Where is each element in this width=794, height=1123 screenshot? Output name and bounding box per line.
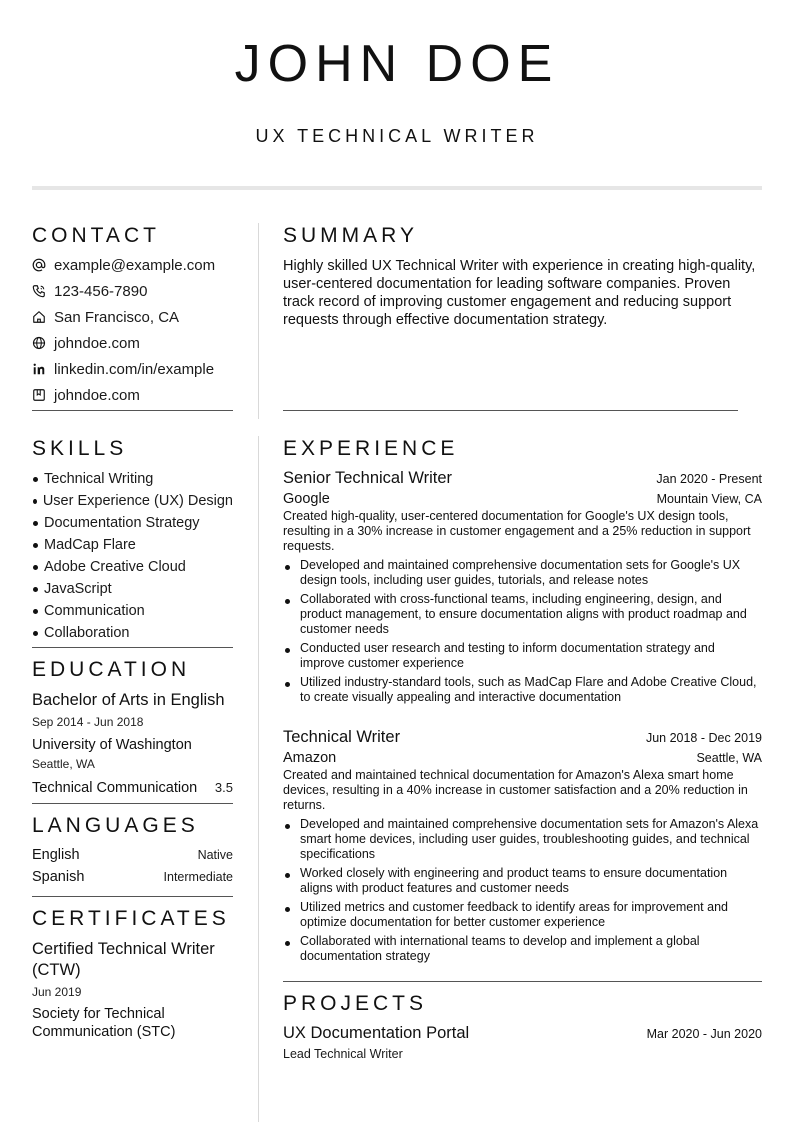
contact-linkedin-text: linkedin.com/in/example bbox=[54, 360, 215, 378]
phone-icon bbox=[32, 284, 46, 298]
linkedin-icon bbox=[32, 362, 46, 376]
language-level: Intermediate bbox=[163, 870, 233, 884]
list-item bbox=[32, 468, 233, 490]
header-divider bbox=[32, 186, 762, 190]
certificate-entry bbox=[32, 939, 233, 1041]
education-gpa: 3.5 bbox=[214, 780, 233, 795]
project-role: Lead Technical Writer bbox=[283, 1047, 403, 1061]
at-icon bbox=[32, 258, 46, 272]
column-divider-top bbox=[258, 223, 259, 419]
project-entry bbox=[283, 1024, 762, 1061]
languages-divider bbox=[32, 896, 233, 897]
skill-text: User Experience (UX) Design bbox=[42, 493, 233, 509]
contact-list bbox=[32, 252, 233, 408]
candidate-name: JOHN DOE bbox=[234, 35, 560, 93]
language-name: Spanish bbox=[32, 869, 85, 885]
list-item bbox=[32, 622, 233, 644]
job-entry-1 bbox=[283, 469, 762, 705]
job-dates: Jan 2020 - Present bbox=[656, 472, 762, 486]
bullet-icon bbox=[33, 499, 37, 504]
list-item bbox=[32, 556, 233, 578]
bullet-icon bbox=[33, 477, 38, 482]
column-divider-bottom bbox=[258, 436, 259, 1122]
summary-text: Highly skilled UX Technical Writer with experience in creating high-quality, user-centered documentation for leading software companies. Proven track record of improving customer engagement and reducing support requests through effective documentation strategy. bbox=[283, 258, 756, 328]
list-item bbox=[32, 845, 233, 867]
skill-text: Collaboration bbox=[44, 625, 130, 641]
certificate-issuer: Society for Technical Communication (STC) bbox=[32, 1006, 176, 1040]
job-company: Amazon bbox=[283, 750, 337, 766]
list-item bbox=[32, 867, 233, 889]
job-dates: Jun 2018 - Dec 2019 bbox=[645, 731, 762, 745]
contact-website[interactable] bbox=[32, 330, 233, 356]
globe-icon bbox=[32, 336, 46, 350]
list-item bbox=[32, 490, 233, 512]
job-title-text: Senior Technical Writer bbox=[283, 469, 453, 487]
contact-phone[interactable] bbox=[32, 278, 233, 304]
contact-email-text: example@example.com bbox=[54, 256, 216, 274]
list-item bbox=[32, 534, 233, 556]
list-item bbox=[32, 578, 233, 600]
skills-list bbox=[32, 468, 233, 644]
contact-portfolio[interactable] bbox=[32, 382, 233, 408]
summary-divider bbox=[283, 410, 738, 411]
skill-text: Documentation Strategy bbox=[44, 515, 200, 531]
job-location: Mountain View, CA bbox=[656, 492, 762, 506]
contact-location-text: San Francisco, CA bbox=[54, 308, 180, 326]
bullet-icon bbox=[33, 521, 38, 526]
list-item: Developed and maintained comprehensive documentation sets for Google's UX design tools, including user guides, tutorials, and release notes bbox=[283, 558, 762, 588]
education-location: Seattle, WA bbox=[32, 757, 95, 771]
list-item: Developed and maintained comprehensive documentation sets for Amazon's Alexa smart home devices, including user guides, troubleshooting guides, and technical specifications bbox=[283, 817, 762, 862]
contact-divider bbox=[32, 410, 233, 411]
education-divider bbox=[32, 803, 233, 804]
list-item: Collaborated with international teams to develop and implement a global documentation strategy bbox=[283, 934, 762, 964]
list-item: Utilized industry-standard tools, such as MadCap Flare and Adobe Creative Cloud, to create visually appealing and interactive documentation bbox=[283, 675, 762, 705]
education-heading: EDUCATION bbox=[32, 658, 191, 681]
skills-divider bbox=[32, 647, 233, 648]
bullet-icon bbox=[33, 565, 38, 570]
education-entry bbox=[32, 690, 233, 798]
certificate-name: Certified Technical Writer (CTW) bbox=[32, 940, 215, 979]
list-item: Worked closely with engineering and product teams to ensure documentation aligns with product features and customer needs bbox=[283, 866, 762, 896]
list-item bbox=[32, 512, 233, 534]
education-field: Technical Communication bbox=[32, 780, 198, 796]
job-location: Seattle, WA bbox=[696, 751, 762, 765]
job-description: Created high-quality, user-centered documentation for Google's UX design tools, resulting in a 30% increase in customer engagement and a 25% reduction in support requests. bbox=[283, 509, 751, 553]
project-name: UX Documentation Portal bbox=[283, 1024, 470, 1042]
bookmark-icon bbox=[32, 388, 46, 402]
languages-heading: LANGUAGES bbox=[32, 814, 199, 837]
job-title: UX TECHNICAL WRITER bbox=[255, 126, 539, 146]
skills-heading: SKILLS bbox=[32, 437, 128, 460]
job-entry-2 bbox=[283, 728, 762, 964]
home-icon bbox=[32, 310, 46, 324]
summary-heading: SUMMARY bbox=[283, 224, 418, 247]
contact-section bbox=[32, 224, 233, 248]
contact-portfolio-text: johndoe.com bbox=[54, 386, 140, 404]
list-item bbox=[32, 600, 233, 622]
contact-heading: CONTACT bbox=[32, 224, 160, 247]
languages-list bbox=[32, 845, 233, 889]
job-company: Google bbox=[283, 491, 330, 507]
experience-divider bbox=[283, 981, 762, 982]
bullet-icon bbox=[33, 543, 38, 548]
bullet-icon bbox=[33, 631, 38, 636]
contact-linkedin[interactable] bbox=[32, 356, 233, 382]
language-level: Native bbox=[197, 848, 233, 862]
projects-heading: PROJECTS bbox=[283, 992, 428, 1015]
education-degree: Bachelor of Arts in English bbox=[32, 691, 225, 709]
bullet-icon bbox=[33, 609, 38, 614]
job-description: Created and maintained technical documentation for Amazon's Alexa smart home devices, resulting in a 40% increase in customer satisfaction and a 20% reduction in returns. bbox=[283, 768, 748, 812]
bullet-icon bbox=[33, 587, 38, 592]
project-dates: Mar 2020 - Jun 2020 bbox=[646, 1027, 762, 1041]
contact-phone-text: 123-456-7890 bbox=[54, 282, 148, 300]
skill-text: MadCap Flare bbox=[44, 537, 136, 553]
contact-location bbox=[32, 304, 233, 330]
certificate-date: Jun 2019 bbox=[32, 985, 82, 999]
list-item: Utilized metrics and customer feedback to identify areas for improvement and optimize documentation for better customer experience bbox=[283, 900, 762, 930]
contact-email[interactable] bbox=[32, 252, 233, 278]
experience-heading: EXPERIENCE bbox=[283, 437, 459, 460]
education-school: University of Washington bbox=[32, 737, 192, 753]
skill-text: JavaScript bbox=[44, 581, 112, 597]
skill-text: Communication bbox=[44, 603, 145, 619]
language-name: English bbox=[32, 847, 80, 863]
contact-website-text: johndoe.com bbox=[54, 334, 140, 352]
list-item: Conducted user research and testing to inform documentation strategy and improve customer experience bbox=[283, 641, 762, 671]
list-item: Collaborated with cross-functional teams, including engineering, design, and product management, to ensure documentation aligns with product roadmap and customer needs bbox=[283, 592, 762, 637]
certificates-heading: CERTIFICATES bbox=[32, 907, 230, 930]
education-dates: Sep 2014 - Jun 2018 bbox=[32, 715, 144, 729]
skill-text: Adobe Creative Cloud bbox=[44, 559, 186, 575]
skill-text: Technical Writing bbox=[44, 471, 154, 487]
job-title-text: Technical Writer bbox=[283, 728, 401, 746]
